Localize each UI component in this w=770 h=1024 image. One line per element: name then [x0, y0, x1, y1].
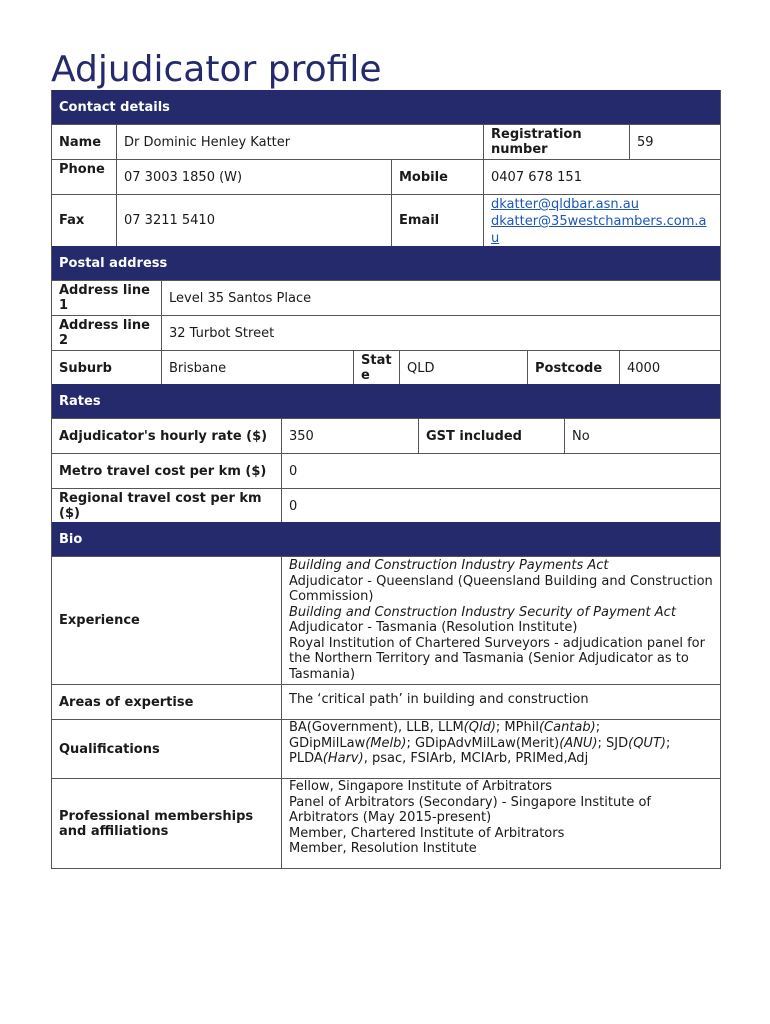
suburb-value: Brisbane [162, 351, 354, 385]
rates-heading: Rates [52, 384, 720, 418]
experience-label: Experience [52, 557, 282, 684]
experience-row [52, 556, 720, 684]
qual-text-l: (Harv) [322, 751, 364, 766]
registration-number-label: Registration number [484, 125, 630, 159]
gst-included-value: No [572, 428, 590, 444]
email-value [484, 195, 720, 246]
postcode-label: Postcode [528, 351, 620, 385]
name-value: Dr Dominic Henley Katter [117, 125, 484, 159]
contact-details-section [51, 90, 721, 247]
membership-2: Panel of Arbitrators (Secondary) - Singapore Institute of Arbitrators (May 2015-present) [289, 794, 651, 825]
phone-label: Phone [52, 160, 117, 194]
address-line-2-row [52, 315, 720, 350]
qual-text-i: ; SJD [597, 735, 629, 751]
fax-value: 07 3211 5410 [117, 195, 392, 246]
address-line-2-label: Address line 2 [52, 316, 162, 350]
qual-text-b: (Qld) [463, 720, 496, 735]
email-label: Email [392, 195, 484, 246]
email-link-2[interactable]: dkatter@35westchambers.com.au [491, 214, 707, 246]
qualifications-label: Qualifications [52, 720, 282, 778]
qual-text-c: ; MPhil [495, 720, 539, 735]
phone-value: 07 3003 1850 (W) [117, 160, 392, 194]
qualifications-value [282, 720, 720, 778]
email-link-1[interactable]: dkatter@qldbar.asn.au [491, 197, 639, 212]
state-value: QLD [400, 351, 528, 385]
experience-line-1: Adjudicator - Queensland (Queensland Building and Construction Commission) [289, 573, 713, 604]
phone-row [52, 159, 720, 194]
membership-4: Member, Resolution Institute [289, 841, 477, 856]
address-line-1-label: Address line 1 [52, 281, 162, 315]
name-row [52, 124, 720, 159]
metro-travel-value: 0 [289, 463, 298, 479]
qual-text-j: (QUT) [628, 735, 666, 751]
qual-text-a: BA(Government), LLB, LLM [289, 720, 464, 735]
metro-travel-label: Metro travel cost per km ($) [52, 454, 282, 488]
areas-of-expertise-label: Areas of expertise [52, 685, 282, 719]
bio-heading: Bio [52, 522, 720, 556]
qualifications-row [52, 719, 720, 778]
membership-3: Member, Chartered Institute of Arbitrators [289, 825, 565, 841]
regional-travel-value: 0 [289, 498, 298, 514]
hourly-rate-value: 350 [282, 419, 419, 453]
gst-included-label: GST included [419, 419, 565, 453]
address-line-1-value: Level 35 Santos Place [169, 290, 312, 306]
postal-address-section [51, 246, 721, 386]
areas-of-expertise-value: The ‘critical path’ in building and construction [289, 692, 589, 707]
memberships-value [282, 779, 720, 868]
suburb-label: Suburb [52, 351, 162, 385]
hourly-rate-row [52, 418, 720, 453]
rates-section [51, 384, 721, 524]
areas-of-expertise-row [52, 684, 720, 719]
metro-travel-row [52, 453, 720, 488]
qual-text-f: (Melb) [365, 735, 407, 751]
experience-value [282, 557, 720, 684]
regional-travel-row [52, 488, 720, 524]
hourly-rate-label: Adjudicator's hourly rate ($) [52, 419, 282, 453]
qual-text-d: (Cantab) [538, 720, 596, 735]
name-label: Name [52, 125, 117, 159]
qual-text-k: ; PLDA [289, 735, 671, 766]
suburb-row [52, 350, 720, 386]
membership-1: Fellow, Singapore Institute of Arbitrators [289, 779, 553, 794]
page-title: Adjudicator profile [51, 49, 382, 90]
experience-line-3: Royal Institution of Chartered Surveyors - adjudication panel for the Northern Territory and Tasmania (Senior Adjudicator as to Tasmania) [289, 635, 705, 682]
fax-label: Fax [52, 195, 117, 246]
qual-text-h: (ANU) [559, 735, 598, 751]
address-line-1-row [52, 280, 720, 315]
state-label: State [354, 351, 400, 385]
qual-text-g: ; GDipAdvMilLaw(Merit) [406, 735, 560, 751]
experience-act-2: Building and Construction Industry Security of Payment Act [289, 604, 676, 620]
mobile-label: Mobile [392, 160, 484, 194]
qual-text-e: ; GDipMilLaw [289, 720, 601, 751]
postal-address-heading: Postal address [52, 246, 720, 280]
experience-act-1: Building and Construction Industry Payments Act [289, 558, 609, 573]
experience-line-2: Adjudicator - Tasmania (Resolution Institute) [289, 620, 578, 635]
memberships-label: Professional memberships and affiliations [52, 779, 282, 868]
fax-email-row [52, 194, 720, 247]
registration-number-value: 59 [637, 134, 654, 150]
postcode-value: 4000 [627, 360, 661, 376]
qual-text-m: , psac, FSIArb, MCIArb, PRIMed,Adj [363, 751, 589, 766]
regional-travel-label: Regional travel cost per km ($) [52, 489, 282, 523]
contact-details-heading: Contact details [52, 90, 720, 124]
bio-section [51, 522, 721, 869]
address-line-2-value: 32 Turbot Street [169, 325, 275, 341]
mobile-value: 0407 678 151 [491, 169, 582, 185]
memberships-row [52, 778, 720, 869]
